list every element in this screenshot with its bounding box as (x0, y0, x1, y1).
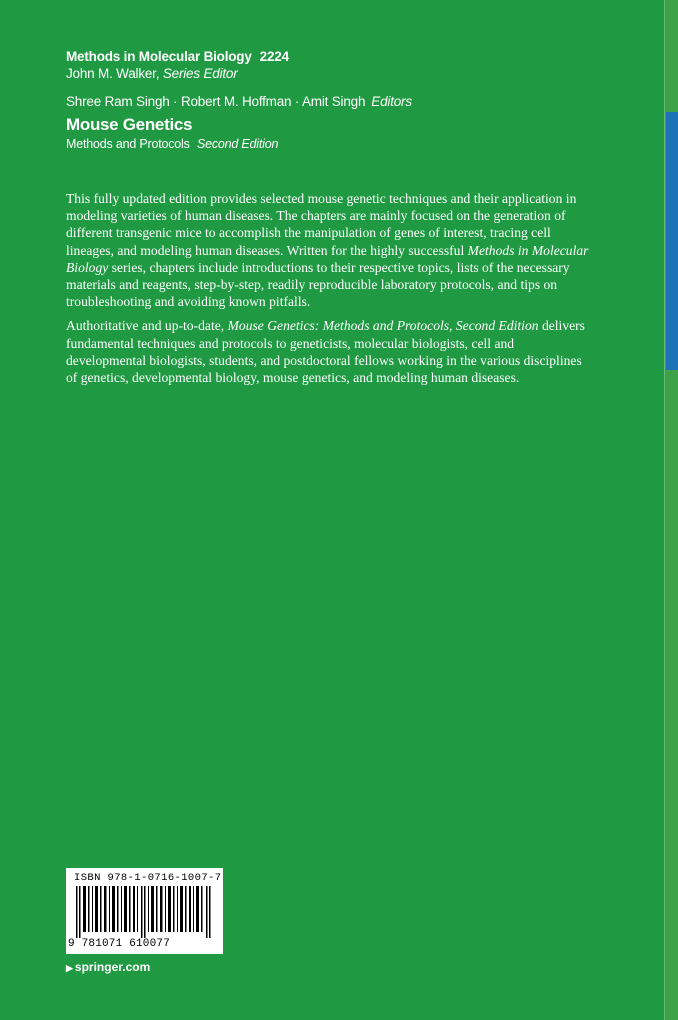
isbn-number: ISBN 978-1-0716-1007-7 (74, 872, 222, 884)
blurb-p1-text-a: This fully updated edition provides selected mouse genetic techniques and their application in modeling varieties of human diseases. The chapters are mainly focused on the generation of different transgenic mice to accomplish the manipulation of genes of interest, tracing cell lineages, and modeling human diseases. Written for the highly successful (66, 191, 577, 258)
book-edition: Second Edition (196, 137, 279, 151)
publisher-url[interactable]: springer.com (74, 960, 151, 974)
cover-header (66, 48, 586, 153)
book-subtitle-line (66, 136, 586, 153)
blurb-p1-text-b: series, chapters include introductions to their respective topics, lists of the necessary materials and reagents, step-by-step, readily reproducible laboratory protocols, and tips on troubleshooting and avoiding known pitfalls. (66, 259, 570, 310)
series-line (66, 48, 586, 65)
editors-role: Editors (371, 94, 412, 109)
editors-line (66, 93, 586, 110)
blurb (66, 190, 590, 393)
blurb-p2-text-b: delivers fundamental techniques and protocols to geneticists, molecular biologists, cell and developmental biologists, students, and postdoctoral fellows working in the various disciplines of genetics, developmental biology, mouse genetics, and modeling human diseases. (66, 318, 585, 386)
series-editor-role: Series Editor (162, 66, 238, 81)
series-number: 2224 (259, 49, 289, 64)
editor-names: Shree Ram Singh · Robert M. Hoffman · Amit Singh (66, 94, 366, 109)
spine-divider (664, 0, 665, 1020)
barcode-digits: 9 781071 610077 (68, 938, 171, 950)
isbn-barcode (66, 868, 223, 954)
series-color-tab (666, 112, 678, 370)
book-title: Mouse Genetics (66, 115, 193, 134)
blurb-p2-book-title: Mouse Genetics: Methods and Protocols, Second Edition (227, 318, 539, 334)
arrow-right-icon: ▶ (66, 963, 73, 973)
publisher-link[interactable] (66, 960, 150, 974)
book-subtitle: Methods and Protocols (66, 137, 190, 151)
blurb-paragraph-2 (66, 317, 590, 386)
barcode-bars (74, 886, 216, 938)
blurb-p2-text-a: Authoritative and up-to-date, (66, 318, 228, 334)
blurb-p1-series-title: Methods in Molecular Biology (66, 242, 589, 275)
series-editor (66, 65, 586, 82)
blurb-paragraph-1 (66, 190, 590, 310)
series-name: Methods in Molecular Biology (66, 49, 252, 64)
series-editor-name: John M. Walker, (66, 66, 160, 81)
